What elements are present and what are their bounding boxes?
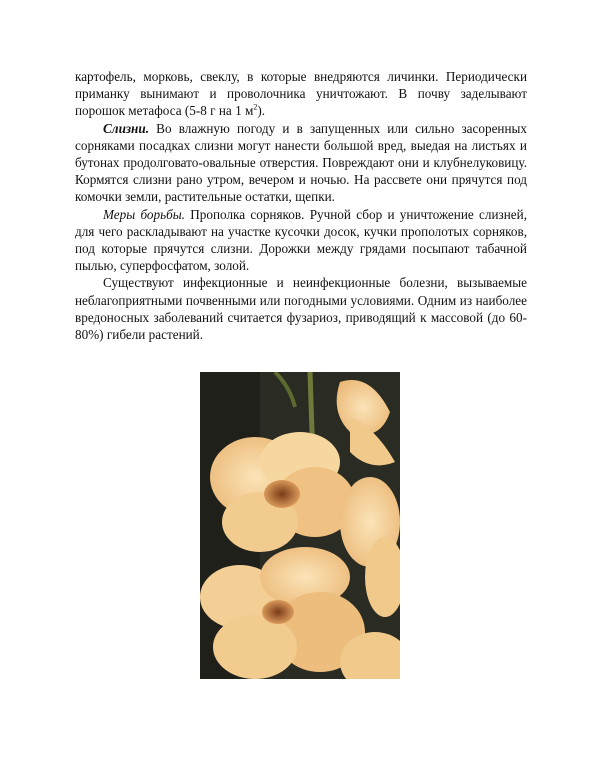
paragraph-text: Во влажную погоду и в запущенных или сильно засоренных сорняками посадках слизни могут нанести большой вред, выедая на листьях и бутонах продолговато-овальные отверстия. Повреждают они и клубнелуковицу. Кормятся слизни рано утром, вечером и ночью. На рассвете они прячутся под комочки земли, растительные остатки, щепки. [75, 120, 527, 205]
superscript-square: 2 [253, 103, 258, 113]
gladiolus-flowers-illustration [200, 372, 400, 679]
paragraph-control-measures [75, 206, 527, 275]
paragraph-text: картофель, морковь, свеклу, в которые внедряются личинки. Периодически приманку вынимают и проволочника уничтожают. В почву заделывают порошок метафоса (5-8 г на 1 м [75, 69, 527, 119]
paragraph-text: Существуют инфекционные и неинфекционные болезни, вызываемые неблагоприятными почвенными или погодными условиями. Одним из наиболее вредоносных заболеваний считается фузариоз, приводящий к массовой (до 60-80%) гибели растений. [75, 275, 527, 343]
control-measures-heading: Меры борьбы. [103, 206, 185, 222]
body-text [75, 68, 527, 343]
gladiolus-photo [200, 372, 400, 679]
paragraph-text: Прополка сорняков. Ручной сбор и уничтожение слизней, для чего раскладывают на участке кусочки досок, кучки прополотых сорняков, под которые прячутся слизни. Дорожки между грядами посыпают табачной пылью, суперфосфатом, золой. [75, 206, 527, 274]
slugs-heading: Слизни. [103, 120, 149, 136]
paragraph-text-end: ). [257, 103, 266, 119]
paragraph-wireworm-control [75, 68, 527, 120]
paragraph-slugs [75, 120, 527, 206]
paragraph-diseases [75, 274, 527, 343]
